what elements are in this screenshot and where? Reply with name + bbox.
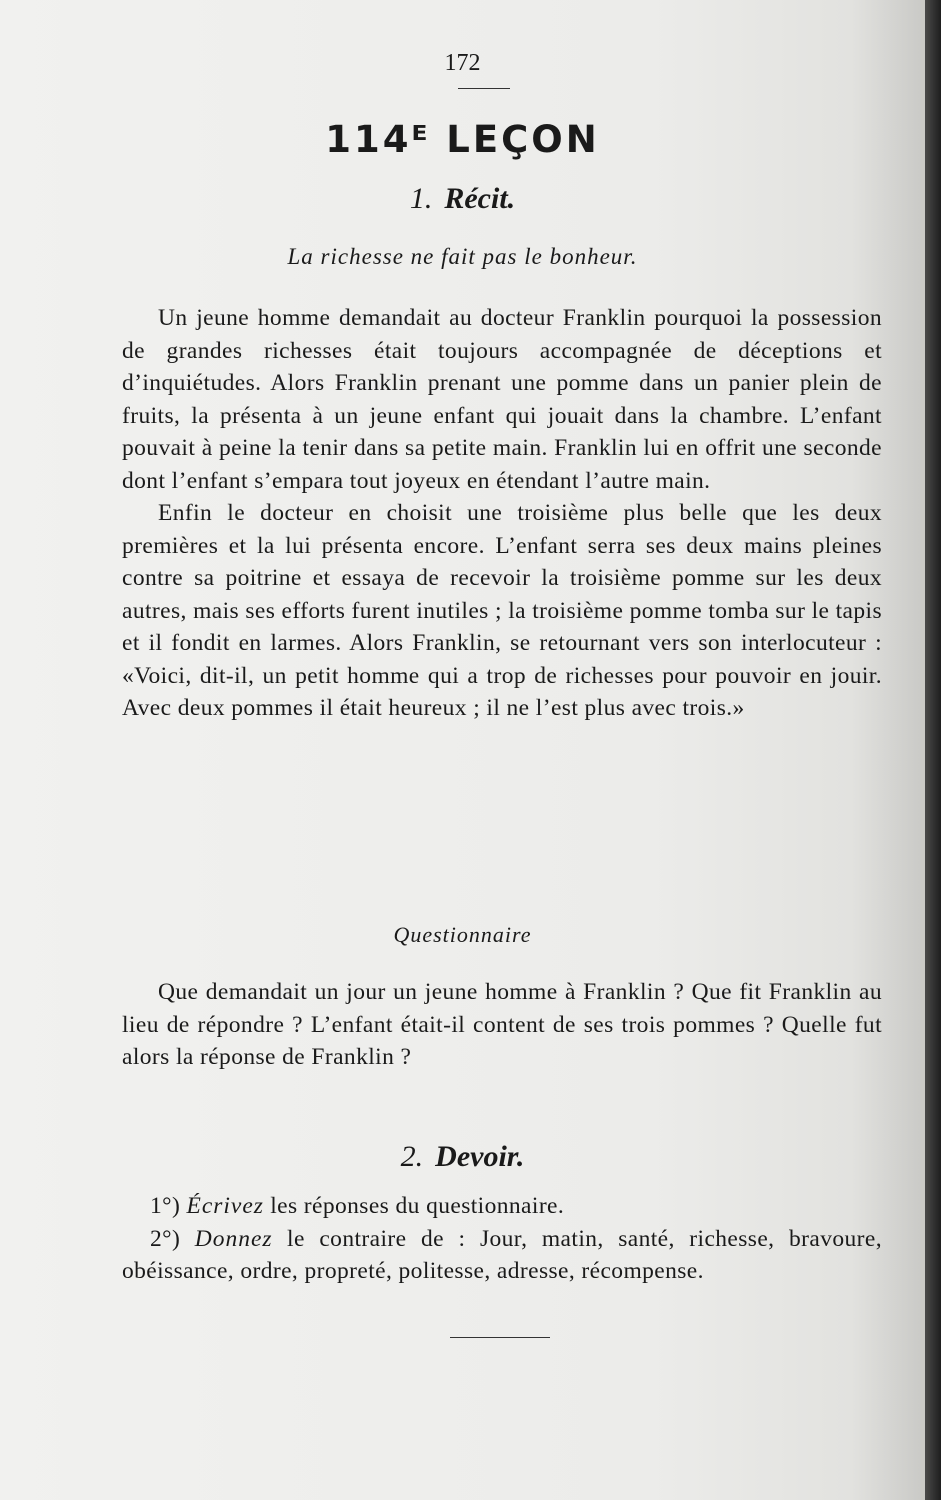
questionnaire-body: [122, 976, 882, 1074]
devoir-item: [122, 1223, 882, 1288]
devoir-item-verb: Donnez: [194, 1225, 273, 1252]
page-number: 172: [444, 50, 481, 76]
devoir-list: [122, 1190, 882, 1288]
end-rule: [450, 1337, 550, 1338]
questionnaire-text: Que demandait un jour un jeune homme à Franklin ? Que fit Franklin au lieu de répondre ? L’enfant était-il content de ses trois pommes ? Quelle fut alors la réponse de Franklin ?: [122, 979, 882, 1070]
page-number-rule: [458, 88, 510, 89]
lesson-title: 114ᴱ LEÇON: [325, 118, 600, 161]
story-paragraph: Enfin le docteur en choisit une troisième plus belle que les deux premières et la lui présenta encore. L’enfant serra ses deux mains pleines contre sa poitrine et essaya de recevoir la troisième pomme sur les deux autres, mais ses efforts furent inutiles ; la troisième pomme tomba sur le tapis et il fondit en larmes. Alors Franklin, se retournant vers son interlocuteur : «Voici, dit-il, un petit homme qui a trop de richesses pour pouvoir en jouir. Avec deux pommes il était heureux ; il ne l’est plus avec trois.»: [122, 500, 882, 721]
recit-number: 1.: [409, 182, 433, 215]
devoir-heading-text: Devoir.: [435, 1140, 525, 1173]
devoir-number: 2.: [400, 1140, 424, 1173]
questionnaire-heading: Questionnaire: [393, 922, 532, 947]
devoir-item-verb: Écrivez: [186, 1193, 264, 1219]
recit-heading-text: Récit.: [444, 182, 516, 215]
devoir-item-marker: 2°): [150, 1225, 181, 1252]
story-body: [122, 302, 882, 725]
devoir-item-text: le contraire de : Jour, matin, santé, richesse, bravoure, obéissance, ordre, propreté, politesse, adresse, récompense.: [122, 1225, 882, 1284]
devoir-item-text: les réponses du questionnaire.: [270, 1193, 565, 1219]
devoir-heading: [0, 1140, 925, 1174]
story-subtitle: La richesse ne fait pas le bonheur.: [287, 244, 638, 269]
devoir-item: [122, 1190, 882, 1223]
story-paragraph: Un jeune homme demandait au docteur Franklin pourquoi la possession de grandes richesses était toujours accompagnée de déceptions et d’inquiétudes. Alors Franklin prenant une pomme dans un panier plein de fruits, la présenta à un jeune enfant qui jouait dans la chambre. L’enfant pouvait à peine la tenir dans sa petite main. Franklin lui en offrit une seconde dont l’enfant s’empara tout joyeux en étendant l’autre main.: [122, 305, 882, 494]
devoir-item-marker: 1°): [150, 1193, 181, 1219]
binding-shadow: [925, 0, 941, 1500]
recit-heading: [0, 182, 925, 216]
